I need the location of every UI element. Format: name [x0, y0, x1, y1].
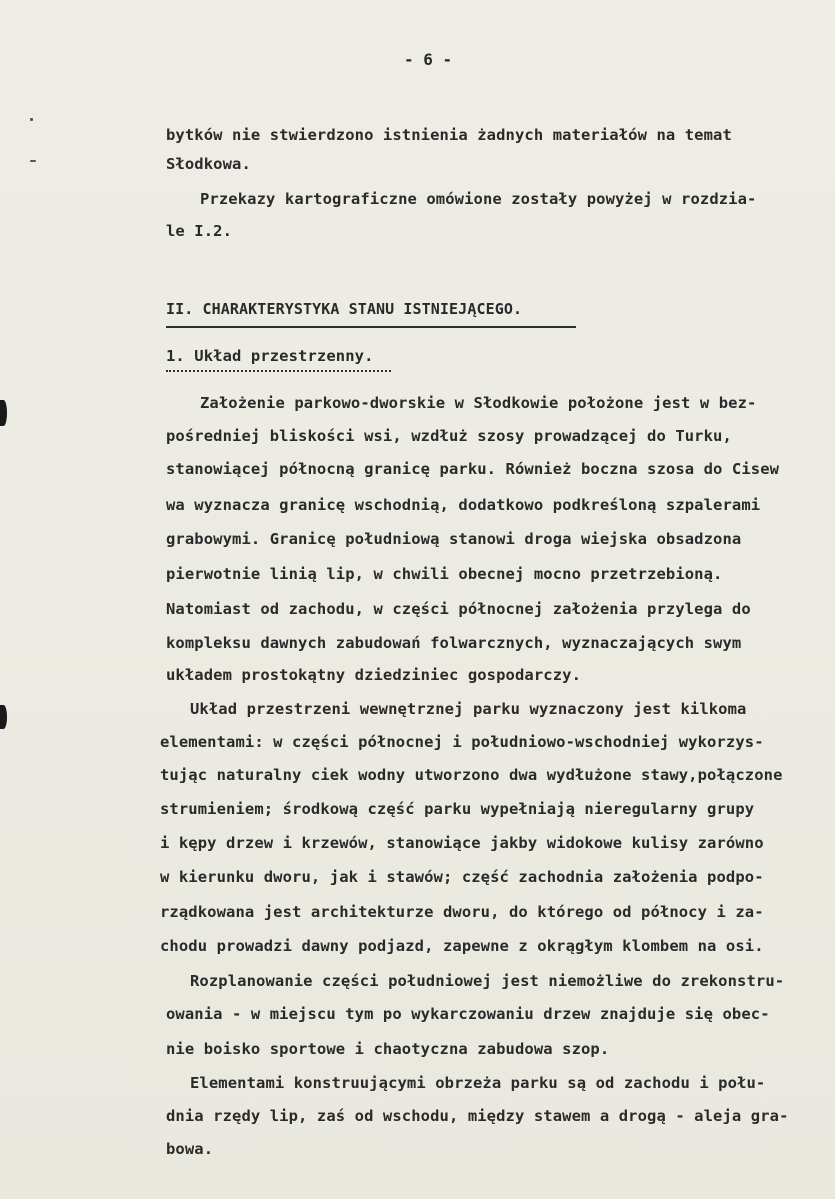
- text-line: Rozplanowanie części południowej jest niemożliwe do zrekonstru-: [190, 972, 785, 990]
- text-line: grabowymi. Granicę południową stanowi droga wiejska obsadzona: [166, 530, 742, 548]
- text-line: nie boisko sportowe i chaotyczna zabudowa szop.: [166, 1040, 610, 1058]
- chapter-heading: II. CHARAKTERYSTYKA STANU ISTNIEJĄCEGO.: [166, 300, 523, 318]
- punch-hole-mark: [0, 705, 7, 729]
- text-line: tując naturalny ciek wodny utworzono dwa wydłużone stawy,połączone: [160, 766, 783, 784]
- text-line: Elementami konstruującymi obrzeża parku są od zachodu i połu-: [190, 1074, 766, 1092]
- text-line: Układ przestrzeni wewnętrznej parku wyznaczony jest kilkoma: [190, 700, 747, 718]
- text-line: chodu prowadzi dawny podjazd, zapewne z okrągłym klombem na osi.: [160, 937, 764, 955]
- text-line: bytków nie stwierdzono istnienia żadnych materiałów na temat: [166, 126, 732, 144]
- punch-hole-mark: [0, 400, 7, 426]
- text-line: elementami: w części północnej i południowo-wschodniej wykorzys-: [160, 733, 764, 751]
- text-line: kompleksu dawnych zabudowań folwarcznych, wyznaczających swym: [166, 634, 742, 652]
- text-line: Słodkowa.: [166, 155, 251, 173]
- text-line: owania - w miejscu tym po wykarczowaniu drzew znajduje się obec-: [166, 1005, 770, 1023]
- text-line: rządkowana jest architekturze dworu, do którego od północy i za-: [160, 903, 764, 921]
- text-line: Przekazy kartograficzne omówione zostały powyżej w rozdzia-: [200, 190, 757, 208]
- text-line: strumieniem; środkową część parku wypełniają nieregularny grupy: [160, 800, 755, 818]
- page-number: - 6 -: [404, 50, 453, 69]
- text-line: i kępy drzew i krzewów, stanowiące jakby widokowe kulisy zarówno: [160, 834, 764, 852]
- section-underline: [166, 370, 391, 372]
- text-line: Natomiast od zachodu, w części północnej założenia przylega do: [166, 600, 751, 618]
- text-line: Założenie parkowo-dworskie w Słodkowie położone jest w bez-: [200, 394, 757, 412]
- text-line: bowa.: [166, 1140, 214, 1158]
- text-line: le I.2.: [166, 222, 233, 240]
- text-line: stanowiącej północną granicę parku. Również boczna szosa do Cisew: [166, 460, 780, 478]
- text-line: pośredniej bliskości wsi, wzdłuż szosy prowadzącej do Turku,: [166, 427, 732, 445]
- margin-mark: [30, 118, 33, 121]
- text-line: pierwotnie linią lip, w chwili obecnej mocno przetrzebioną.: [166, 565, 723, 583]
- margin-mark: [30, 160, 36, 162]
- section-heading: 1. Układ przestrzenny.: [166, 347, 374, 365]
- text-line: wa wyznacza granicę wschodnią, dodatkowo podkreśloną szpalerami: [166, 496, 761, 514]
- text-line: układem prostokątny dziedziniec gospodarczy.: [166, 666, 581, 684]
- heading-underline: [166, 326, 576, 328]
- text-line: w kierunku dworu, jak i stawów; część zachodnia założenia podpo-: [160, 868, 764, 886]
- text-line: dnia rzędy lip, zaś od wschodu, między stawem a drogą - aleja gra-: [166, 1107, 789, 1125]
